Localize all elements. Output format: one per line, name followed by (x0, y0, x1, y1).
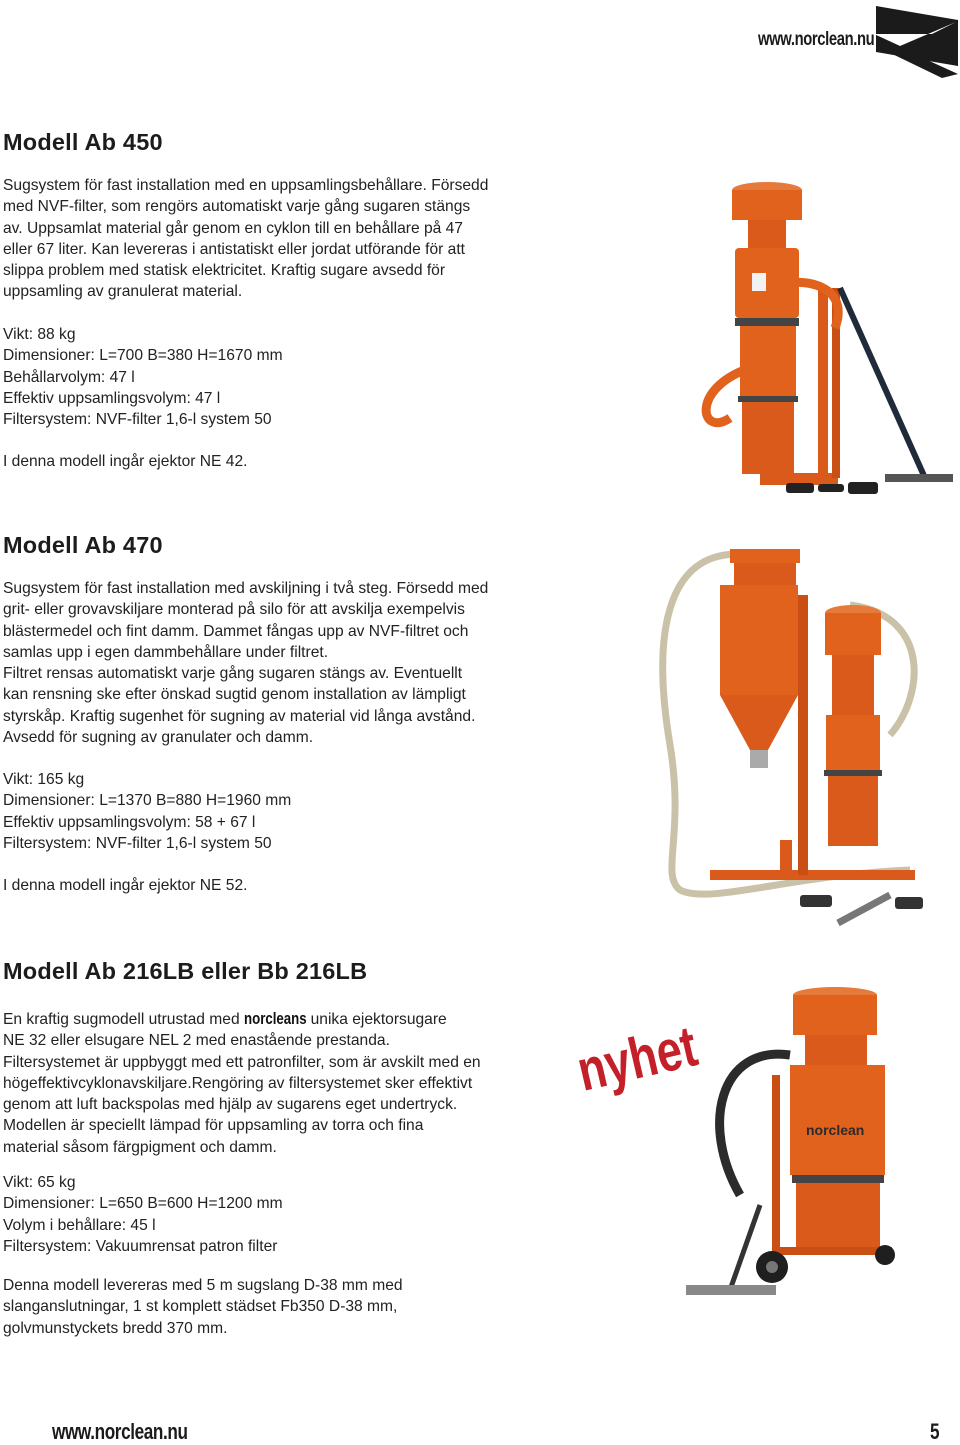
product-title: Modell Ab 216LB eller Bb 216LB (3, 958, 368, 984)
svg-text:norclean: norclean (806, 1122, 865, 1138)
svg-text:nyhet: nyhet (571, 1005, 737, 1104)
page-number: 5 (930, 1419, 940, 1444)
product-image-216lb (680, 985, 915, 1315)
product-title: Modell Ab 450 (3, 129, 163, 155)
product-note: I denna modell ingår ejektor NE 42. (3, 453, 248, 471)
product-specs: Vikt: 65 kg Dimensioner: L=650 B=600 H=1200 mm Volym i behållare: 45 l Filtersystem: Vakuumrensat patron filter (3, 1174, 283, 1255)
product-title: Modell Ab 470 (3, 532, 163, 558)
product-note: I denna modell ingår ejektor NE 52. (3, 877, 248, 895)
header-url[interactable]: www.norclean.nu (758, 29, 875, 50)
product-note: Denna modell levereras med 5 m sugslang D-38 mm med slanganslutningar, 1 st komplett städset Fb350 D-38 mm, golvmunstyckets bredd 370 mm. (3, 1277, 403, 1337)
product-specs: Vikt: 165 kg Dimensioner: L=1370 B=880 H=1960 mm Effektiv uppsamlingsvolym: 58 + 67 l Filtersystem: NVF-filter 1,6-l system 50 I denna modell ingår ejektor NE 52. (3, 769, 291, 896)
product-description: Sugsystem för fast installation med en uppsamlingsbehållare. Försedd med NVF-filter, som rengörs automatiskt varje gång sugaren stängs av. Uppsamlat material går genom en cyklon till en behållare på 47 eller 67 liter. Kan levereras i antistatiskt eller jordat utförande för att slippa problem med statisk elektricitet. Kraftig sugare avsedd för uppsamling av granulerat material. (3, 177, 489, 301)
product-image-ab470 (650, 545, 950, 930)
product-specs: Vikt: 88 kg Dimensioner: L=700 B=380 H=1670 mm Behållarvolym: 47 l Effektiv uppsamlingsvolym: 47 l Filtersystem: NVF-filter 1,6-l system 50 I denna modell ingår ejektor NE 42. (3, 324, 283, 473)
product-image-ab450 (690, 178, 955, 503)
product-description: Sugsystem för fast installation med avskiljning i två steg. Försedd med grit- eller grovavskiljare monterad på silo för att avskilja exempelvis blästermedel och fint damm. Dammet fångas upp av NVF-filtret och samlas upp i egen dammbehållare under filtret. Filtret rensas automatiskt varje gång sugaren stängs av. Eventuellt kan rensning ske efter önskad sugtid genom installation av lämpligt styrskåp. Kraftig sugenhet för sugning av material vid långa avstånd. Avsedd för sugning av granulater och damm. (3, 580, 489, 747)
footer-url[interactable]: www.norclean.nu (52, 1419, 188, 1444)
product-description: En kraftig sugmodell utrustad med norcleans unika ejektorsugare NE 32 eller elsugare NEL 2 med enastående prestanda. Filtersystemet är uppbyggt med ett patronfilter, som är avskilt med en högeffektivcyklonavskiljare.Rengöring av filtersystemet sker effektivt genom att luft backspolas med hjälp av sugarens eget undertryck. Modellen är speciellt lämpad för uppsamling av torra och fina material såsom färgpigment och damm. (3, 1009, 481, 1156)
norclean-logo-icon (872, 4, 958, 78)
norcleans-brand: norcleans (243, 1009, 307, 1028)
